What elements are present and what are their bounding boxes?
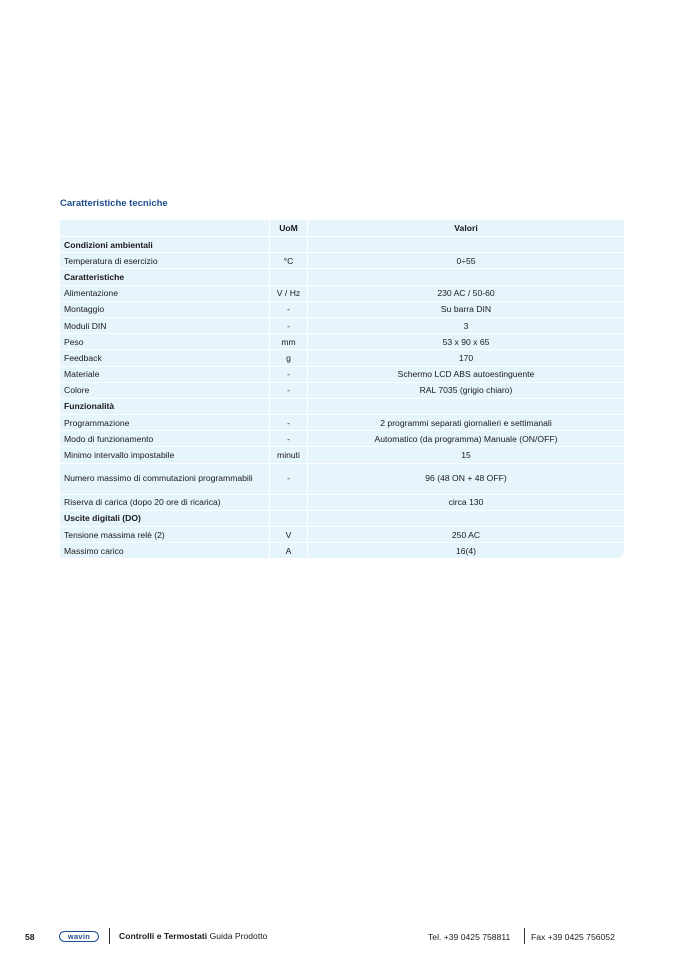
table-row xyxy=(60,415,624,431)
page-footer xyxy=(0,928,678,948)
row-label: Numero massimo di commutazioni programmabili xyxy=(60,464,269,495)
row-label: Temperatura di esercizio xyxy=(60,253,269,269)
table-row xyxy=(60,527,624,543)
table-row xyxy=(60,286,624,302)
table-row xyxy=(60,302,624,318)
row-label: Peso xyxy=(60,334,269,350)
table-group-row xyxy=(60,511,624,527)
row-value xyxy=(308,269,624,285)
row-uom: mm xyxy=(269,334,308,350)
row-value: 2 programmi separati giornalieri e settimanali xyxy=(308,415,624,431)
row-label: Modo di funzionamento xyxy=(60,431,269,447)
footer-tel: Tel. +39 0425 758811 xyxy=(428,932,511,942)
row-label: Caratteristiche xyxy=(60,269,269,285)
footer-title-regular: Guida Prodotto xyxy=(209,931,268,941)
row-value: RAL 7035 (grigio chiaro) xyxy=(308,383,624,399)
row-value: Su barra DIN xyxy=(308,302,624,318)
row-label: Uscite digitali (DO) xyxy=(60,511,269,527)
table-group-row xyxy=(60,399,624,415)
footer-fax: Fax +39 0425 756052 xyxy=(531,932,615,942)
wavin-logo: wavin xyxy=(59,931,99,942)
row-label: Colore xyxy=(60,383,269,399)
page-number: 58 xyxy=(25,932,35,942)
row-uom: - xyxy=(269,431,308,447)
row-uom xyxy=(269,237,308,253)
row-label: Tensione massima relè (2) xyxy=(60,527,269,543)
table-row xyxy=(60,495,624,511)
row-label: Montaggio xyxy=(60,302,269,318)
row-label: Condizioni ambientali xyxy=(60,237,269,253)
table-row xyxy=(60,383,624,399)
table-row xyxy=(60,447,624,463)
row-value: circa 130 xyxy=(308,495,624,511)
row-uom xyxy=(269,269,308,285)
table-row xyxy=(60,334,624,350)
row-uom xyxy=(269,495,308,511)
row-value: 170 xyxy=(308,350,624,366)
table-group-row xyxy=(60,269,624,285)
row-value: 96 (48 ON + 48 OFF) xyxy=(308,464,624,495)
row-uom: V / Hz xyxy=(269,286,308,302)
row-label: Materiale xyxy=(60,367,269,383)
row-label: Programmazione xyxy=(60,415,269,431)
row-uom: - xyxy=(269,383,308,399)
row-value: 16(4) xyxy=(308,543,624,559)
row-uom: minuti xyxy=(269,447,308,463)
footer-divider xyxy=(109,928,110,944)
row-uom: g xyxy=(269,350,308,366)
table-row xyxy=(60,464,624,495)
table-row xyxy=(60,431,624,447)
row-uom: - xyxy=(269,367,308,383)
footer-divider xyxy=(524,928,525,944)
row-value: Schermo LCD ABS autoestinguente xyxy=(308,367,624,383)
row-value: 230 AC / 50-60 xyxy=(308,286,624,302)
row-uom: V xyxy=(269,527,308,543)
row-label: Riserva di carica (dopo 20 ore di ricarica) xyxy=(60,495,269,511)
footer-title xyxy=(119,931,267,941)
row-uom xyxy=(269,511,308,527)
spec-table xyxy=(60,220,624,559)
row-uom: - xyxy=(269,415,308,431)
row-value xyxy=(308,399,624,415)
row-uom: - xyxy=(269,464,308,495)
row-value xyxy=(308,237,624,253)
row-value xyxy=(308,511,624,527)
row-label: Moduli DIN xyxy=(60,318,269,334)
row-label: Minimo intervallo impostabile xyxy=(60,447,269,463)
row-value: 15 xyxy=(308,447,624,463)
table-row xyxy=(60,543,624,559)
row-uom xyxy=(269,399,308,415)
footer-title-bold: Controlli e Termostati xyxy=(119,931,208,941)
header-label xyxy=(60,220,269,237)
row-value: 3 xyxy=(308,318,624,334)
row-label: Funzionalità xyxy=(60,399,269,415)
table-body xyxy=(60,237,624,559)
header-value: Valori xyxy=(308,220,624,237)
row-uom: - xyxy=(269,318,308,334)
table-header-row xyxy=(60,220,624,237)
row-label: Alimentazione xyxy=(60,286,269,302)
row-uom: A xyxy=(269,543,308,559)
table-row xyxy=(60,253,624,269)
row-label: Massimo carico xyxy=(60,543,269,559)
row-uom: °C xyxy=(269,253,308,269)
table-row xyxy=(60,350,624,366)
table-group-row xyxy=(60,237,624,253)
row-uom: - xyxy=(269,302,308,318)
row-value: Automatico (da programma) Manuale (ON/OFF) xyxy=(308,431,624,447)
table-row xyxy=(60,318,624,334)
row-label: Feedback xyxy=(60,350,269,366)
row-value: 250 AC xyxy=(308,527,624,543)
table-row xyxy=(60,367,624,383)
section-title: Caratteristiche tecniche xyxy=(60,198,168,209)
row-value: 0÷55 xyxy=(308,253,624,269)
row-value: 53 x 90 x 65 xyxy=(308,334,624,350)
header-uom: UoM xyxy=(269,220,308,237)
